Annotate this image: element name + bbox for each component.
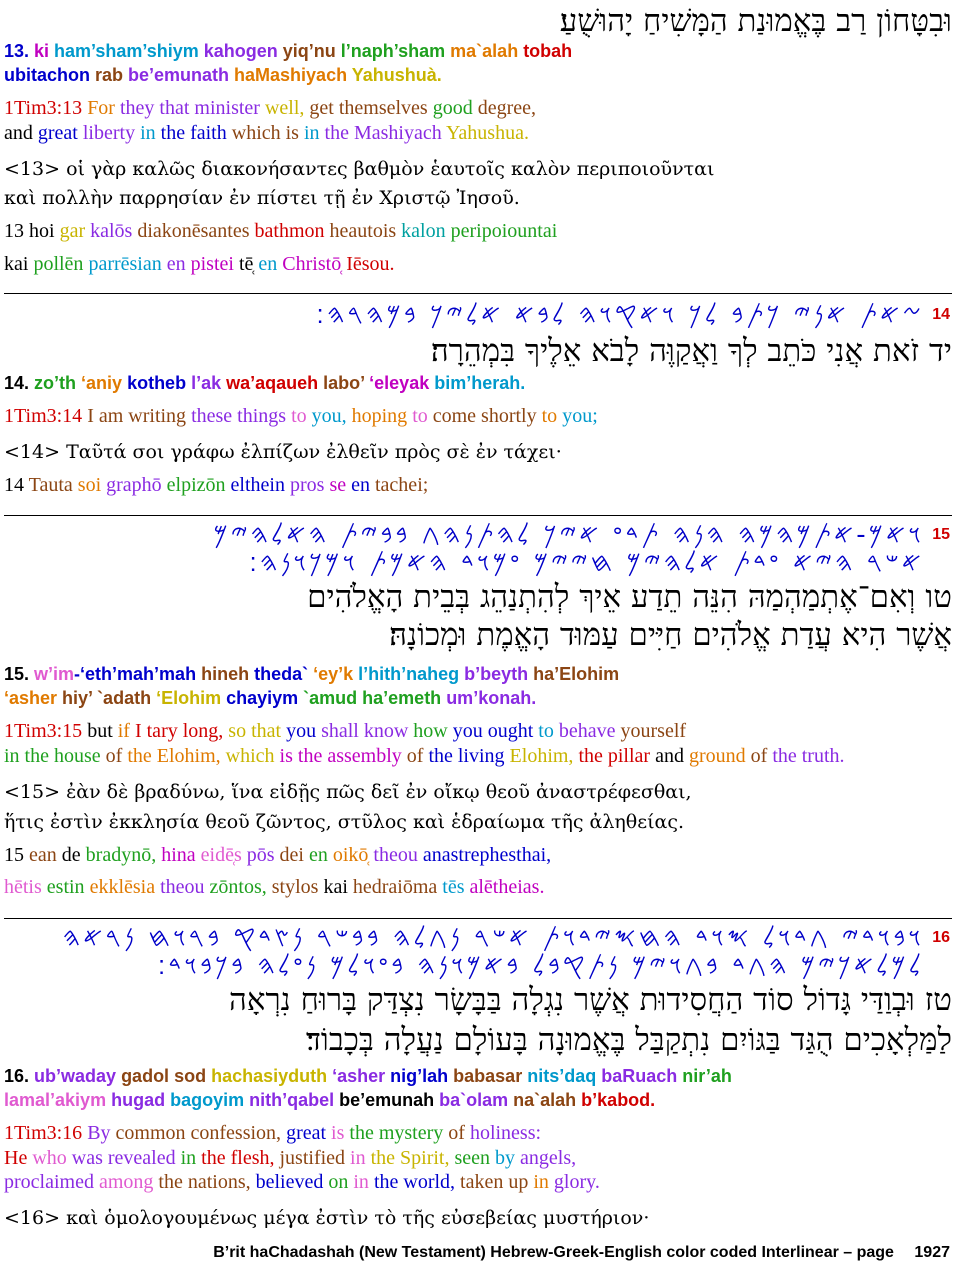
word: to	[536, 405, 558, 427]
word: ki	[34, 41, 50, 61]
word: tēs	[437, 876, 465, 898]
v16-transliteration-1	[4, 1067, 732, 1085]
v15-english-1	[4, 721, 686, 741]
word: stylos	[266, 876, 319, 898]
word: was revealed	[66, 1147, 176, 1169]
word: -‘eth’mah’mah	[74, 664, 197, 684]
word: tobah	[518, 41, 573, 61]
word: ἐκκλησία	[102, 811, 200, 833]
word: ‘asher	[327, 1066, 386, 1086]
word: hineh	[196, 664, 250, 684]
word: hedraiōma	[347, 876, 438, 898]
word: de	[56, 844, 81, 866]
word: ground	[683, 745, 746, 767]
word: ha’emeth	[357, 688, 442, 708]
word: the Mashiyach	[319, 122, 442, 144]
word: γὰρ	[84, 158, 127, 180]
word: you;	[557, 405, 598, 427]
word: en	[303, 844, 328, 866]
word: By	[82, 1122, 111, 1144]
word: τῆς	[544, 811, 584, 833]
word: Χριστῷ	[373, 187, 451, 209]
word: the living	[423, 745, 505, 767]
word: kalon	[396, 220, 446, 242]
word: shall know	[316, 720, 409, 742]
word: ekklēsia	[84, 876, 156, 898]
v15-transliteration-2	[4, 689, 536, 707]
word: so that	[223, 720, 282, 742]
word: taken up	[455, 1171, 529, 1193]
word: τάχει·	[497, 441, 562, 463]
word: b’kabod.	[576, 1090, 656, 1110]
word: 16.	[4, 1066, 35, 1086]
word: `adath	[92, 688, 152, 708]
word: καλῶς	[126, 158, 196, 180]
word: Elohim,	[504, 745, 574, 767]
v16-english-1	[4, 1123, 541, 1143]
word: tē̜	[233, 253, 254, 275]
word: lamal’akiym	[4, 1090, 107, 1110]
word: I tary long,	[129, 720, 224, 742]
word: ἐλθεῖν	[320, 441, 389, 463]
word: He	[4, 1147, 28, 1169]
word: μυστήριον·	[536, 1207, 650, 1229]
word: get themselves	[304, 97, 428, 119]
word: ἐν	[469, 441, 498, 463]
word: ἐστὶν	[309, 1207, 369, 1229]
word: en	[161, 253, 186, 275]
word: nits’daq	[522, 1066, 597, 1086]
word: <15>	[4, 781, 67, 803]
word: ἐὰν	[66, 781, 101, 803]
word: you,	[306, 405, 347, 427]
word: en	[346, 474, 370, 496]
word: graphō	[101, 474, 162, 496]
word: pros	[284, 474, 325, 496]
word: dei	[274, 844, 304, 866]
word: justified	[274, 1147, 346, 1169]
word: καὶ	[66, 1207, 99, 1229]
v13-greek-1	[4, 160, 714, 179]
word: I am writing	[82, 405, 187, 427]
v15-hebrew-1: טו וְאִם־אֶתְמַהְמַהּ הִנֵּה תֵדַע אֵיךְ לְהִתְנַהֵג בְּבֵית הָאֱלֹהִים	[307, 579, 952, 615]
word: zōntos,	[204, 876, 267, 898]
word: ‘aniy	[76, 373, 123, 393]
word: hoping	[346, 405, 408, 427]
word: soi	[72, 474, 102, 496]
word: Ταῦτά	[66, 441, 127, 463]
word: παρρησίαν	[113, 187, 224, 209]
word: and	[4, 122, 33, 144]
v16-greek-1	[4, 1209, 649, 1228]
word: the truth.	[767, 745, 845, 767]
word: rab	[90, 65, 124, 85]
word: be’emunah	[334, 1090, 435, 1110]
v13-english-2	[4, 123, 529, 143]
word: ham’sham’shiym	[49, 41, 199, 61]
word: ean	[29, 844, 57, 866]
word: 15	[4, 844, 29, 866]
word: pistei	[185, 253, 234, 275]
word: elthein	[225, 474, 285, 496]
word: in	[348, 1171, 369, 1193]
hebrew-line-top: וּבִטָּחוֹן רַב בֶּאֱמוּנַת הַמָּשִׁיחַ יָהוּשֻׁעַ׃	[559, 3, 952, 39]
word: hētis	[4, 876, 42, 898]
word: how	[408, 720, 448, 742]
word: theda`	[249, 664, 309, 684]
word: common confession,	[110, 1122, 282, 1144]
word: πῶς	[320, 781, 365, 803]
v14-verse-number: 14	[932, 306, 950, 323]
word: kotheb	[122, 373, 187, 393]
v15-paleo-hebrew-1: 𐤅𐤀𐤌-𐤀𐤕𐤌𐤄𐤌𐤄 𐤄𐤍𐤄 𐤕𐤃𐤏 𐤀𐤉𐤊 𐤋𐤄𐤕𐤍𐤄𐤂 𐤁𐤁𐤉𐤕 𐤄𐤀𐤋𐤄𐤉𐤌	[213, 520, 924, 550]
word: w’im	[34, 664, 75, 684]
word: Ἰησοῦ.	[450, 187, 520, 209]
word: in	[298, 122, 320, 144]
word: hoi	[29, 220, 55, 242]
word: on	[323, 1171, 349, 1193]
word: of	[100, 745, 123, 767]
word: to	[407, 405, 428, 427]
word: um’konah.	[441, 688, 537, 708]
word: and	[650, 745, 684, 767]
word: well,	[259, 97, 305, 119]
word: 1Tim3:14	[4, 405, 83, 427]
word: gadol	[116, 1066, 170, 1086]
word: hugad	[106, 1090, 166, 1110]
word: se	[324, 474, 347, 496]
word: 15.	[4, 664, 35, 684]
word: good	[427, 97, 473, 119]
word: great	[32, 122, 78, 144]
v15-verse-number: 15	[932, 526, 950, 543]
word: is the assembly	[274, 745, 402, 767]
word: Yahushua.	[441, 122, 529, 144]
v15-hebrew-2: אֲשֶׁר הִיא עֲדַת אֱלֹהִים חַיִּים עַמּוּד הָאֱמֶת וּמְכוֹנָהּ׃	[389, 617, 952, 653]
word: alētheias.	[464, 876, 545, 898]
word: baRuach	[596, 1066, 678, 1086]
word: διακονήσαντες	[195, 158, 348, 180]
v16-paleo-hebrew-2: 𐤋𐤌𐤋𐤀𐤊𐤉𐤌 𐤄𐤂𐤃 𐤁𐤂𐤅𐤉𐤌 𐤍𐤕𐤒𐤁𐤋 𐤁𐤀𐤌𐤅𐤍𐤄 𐤁𐤏𐤅𐤋𐤌 𐤍𐤏𐤋𐤄 𐤁𐤊𐤁𐤅𐤃׃	[157, 951, 924, 981]
word: hiy’	[57, 688, 93, 708]
word: ἀληθείας.	[583, 811, 685, 833]
word: great	[281, 1122, 327, 1144]
word: καλὸν	[504, 158, 571, 180]
word: ‘Elohim	[151, 688, 222, 708]
word: δὲ	[100, 781, 129, 803]
word: yourself	[615, 720, 687, 742]
v13-greek-2	[4, 189, 520, 208]
word: τὸ	[368, 1207, 397, 1229]
word: if	[112, 720, 130, 742]
word: καὶ	[4, 187, 37, 209]
word: the Spirit,	[365, 1147, 450, 1169]
word: δεῖ	[364, 781, 400, 803]
word: ἑδραίωμα	[445, 811, 545, 833]
word: bathmon	[249, 220, 325, 242]
word: sod	[169, 1066, 207, 1086]
word: the Elohim,	[122, 745, 221, 767]
word: is	[326, 1122, 345, 1144]
word: the pillar	[573, 745, 651, 767]
word: seen	[449, 1147, 491, 1169]
word: parrēsian	[83, 253, 162, 275]
word: εὐσεβείας	[434, 1207, 537, 1229]
v14-greek-transliteration	[4, 475, 428, 495]
word: ἀναστρέφεσθαι,	[529, 781, 692, 803]
word: ma`alah	[445, 41, 519, 61]
word: nig’lah	[385, 1066, 449, 1086]
word: σοι	[126, 441, 165, 463]
word: the world,	[368, 1171, 456, 1193]
word: ἐν	[223, 187, 251, 209]
word: peripoiountai	[445, 220, 558, 242]
word: in the house	[4, 745, 101, 767]
word: glory.	[548, 1171, 600, 1193]
word: γράφω	[164, 441, 235, 463]
word: kalōs	[85, 220, 133, 242]
word: in	[175, 1147, 197, 1169]
word: pōs	[241, 844, 275, 866]
word: of	[443, 1122, 465, 1144]
word: en	[253, 253, 278, 275]
word: <16>	[4, 1207, 67, 1229]
v13-transliteration-1	[4, 42, 572, 60]
word: come shortly	[427, 405, 537, 427]
word: you ought	[447, 720, 534, 742]
v16-transliteration-2	[4, 1091, 655, 1109]
word: kahogen	[198, 41, 278, 61]
v15-transliteration-1	[4, 665, 619, 683]
page-footer	[213, 1244, 950, 1262]
word: θεοῦ	[479, 781, 530, 803]
word: liberty	[77, 122, 136, 144]
word: zo’th	[34, 373, 77, 393]
word: hachasiyduth	[206, 1066, 328, 1086]
word: 14.	[4, 373, 35, 393]
word: ba`olam	[434, 1090, 509, 1110]
word: ubitachon	[4, 65, 90, 85]
v15-greek-transliteration-2	[4, 877, 544, 897]
word: to	[533, 720, 554, 742]
word: tachei;	[370, 474, 429, 496]
word: eidē̜s	[195, 844, 242, 866]
word: l’ak	[186, 373, 222, 393]
word: bradynō,	[80, 844, 157, 866]
word: of	[401, 745, 424, 767]
word: nith’qabel	[244, 1090, 335, 1110]
word: ἵνα	[225, 781, 264, 803]
word: anastrephesthai,	[417, 844, 552, 866]
v14-hebrew: יד זֹאת אֲנִי כֹּתֵב לְךָ וַאֲקַוֶּה לָבֹא אֵלֶיךָ בִּמְהֵרָה׃	[430, 333, 952, 369]
word: heautois	[324, 220, 397, 242]
word: who	[27, 1147, 67, 1169]
word: pollēn	[28, 253, 84, 275]
word: oikō̜	[327, 844, 369, 866]
word: they that minister	[114, 97, 260, 119]
word: estin	[41, 876, 85, 898]
word: For	[82, 97, 115, 119]
word: <13>	[4, 158, 67, 180]
word: θεοῦ	[199, 811, 250, 833]
v14-greek	[4, 443, 562, 462]
word: the mystery	[344, 1122, 444, 1144]
word: in	[135, 122, 156, 144]
word: believed	[250, 1171, 324, 1193]
word: ζῶντος,	[249, 811, 332, 833]
word: among	[93, 1171, 154, 1193]
word: Christō̜	[277, 253, 342, 275]
word: holiness:	[464, 1122, 542, 1144]
word: theou	[368, 844, 418, 866]
word: nir’ah	[677, 1066, 732, 1086]
v16-english-3	[4, 1172, 600, 1192]
word: l’hith’naheg	[353, 664, 460, 684]
v15-greek-transliteration-1	[4, 845, 551, 865]
word: ἥτις	[4, 811, 44, 833]
v16-hebrew-1: טז וּבְוַדַּי גָּדוֹל סוֹד הַחֲסִידוּת אֲשֶׁר נִגְלָה בַּבָּשָׂר נִצְדַּק בָּרוּחַ נִרְאָה	[229, 982, 952, 1018]
word: βαθμὸν	[347, 158, 425, 180]
word: which	[220, 745, 275, 767]
word: <14>	[4, 441, 67, 463]
word: ‘ey’k	[308, 664, 354, 684]
word: πίστει	[250, 187, 318, 209]
verse-separator	[4, 515, 952, 516]
v15-paleo-hebrew-2: 𐤀𐤔𐤓 𐤄𐤉𐤀 𐤏𐤃𐤕 𐤀𐤋𐤄𐤉𐤌 𐤇𐤉𐤉𐤌 𐤏𐤌𐤅𐤃 𐤄𐤀𐤌𐤕 𐤅𐤌𐤊𐤅𐤍𐤄׃	[249, 548, 924, 578]
word: but	[82, 720, 113, 742]
v14-paleo-hebrew: 𐤆𐤀𐤕 𐤀𐤍𐤉 𐤊𐤕𐤁 𐤋𐤊 𐤅𐤀𐤒𐤅𐤄 𐤋𐤁𐤀 𐤀𐤋𐤉𐤊 𐤁𐤌𐤄𐤓𐤄׃	[316, 300, 924, 330]
word: degree,	[472, 97, 537, 119]
v13-transliteration-2	[4, 66, 442, 84]
v13-greek-transliteration-2	[4, 254, 395, 274]
word: ‘eleyak	[364, 373, 430, 393]
word: σὲ	[440, 441, 470, 463]
v16-hebrew-2: לַמַּלְאָכִים הֻגַּד בַּגּוֹיִם נִתְקַבַּל בֶּאֱמוּנָה בָּעוֹלָם נַעֲלָה בְּכָבוֹד׃	[305, 1022, 952, 1058]
word: 13.	[4, 41, 35, 61]
word: elpizōn	[161, 474, 226, 496]
verse-separator	[4, 293, 952, 294]
v15-greek-1	[4, 783, 692, 802]
word: τῆς	[396, 1207, 435, 1229]
word: theou	[155, 876, 205, 898]
word: ἐν	[399, 781, 428, 803]
v16-paleo-hebrew-1: 𐤅𐤁𐤅𐤃𐤉 𐤂𐤃𐤅𐤋 𐤎𐤅𐤃 𐤄𐤇𐤎𐤉𐤃𐤅𐤕 𐤀𐤔𐤓 𐤍𐤂𐤋𐤄 𐤁𐤁𐤔𐤓 𐤍𐤑𐤃𐤒 𐤁𐤓𐤅𐤇 𐤍𐤓𐤀𐤄	[62, 923, 924, 953]
word: which is	[226, 122, 299, 144]
word: περιποιοῦνται	[570, 158, 715, 180]
v15-english-2	[4, 746, 845, 766]
word: proclaimed	[4, 1171, 94, 1193]
word: you	[281, 720, 317, 742]
word: ὁμολογουμένως	[98, 1207, 258, 1229]
word: the flesh,	[196, 1147, 275, 1169]
word: οἴκῳ	[427, 781, 480, 803]
v16-verse-number: 16	[932, 929, 950, 946]
word: πρὸς	[388, 441, 441, 463]
word: of	[745, 745, 768, 767]
word: πολλὴν	[36, 187, 114, 209]
word: l’naph’sham	[335, 41, 446, 61]
word: οἱ	[66, 158, 85, 180]
word: angels,	[515, 1147, 577, 1169]
word: yiq’nu	[277, 41, 336, 61]
word: ἐν	[345, 187, 374, 209]
word: ha’Elohim	[528, 664, 620, 684]
word: these things	[186, 405, 287, 427]
word: labo’	[318, 373, 365, 393]
word: καὶ	[406, 811, 446, 833]
word: 1Tim3:15	[4, 720, 83, 742]
v13-greek-transliteration-1	[4, 221, 557, 241]
word: behave	[553, 720, 616, 742]
word: the nations,	[153, 1171, 251, 1193]
word: in	[345, 1147, 366, 1169]
word: kai	[318, 876, 348, 898]
word: in	[528, 1171, 549, 1193]
word: Tauta	[28, 474, 73, 496]
word: τῇ	[317, 187, 346, 209]
v14-english	[4, 406, 598, 426]
word: wa’aqaueh	[221, 373, 319, 393]
word: Yahushuà.	[347, 65, 442, 85]
v14-transliteration	[4, 374, 525, 392]
footer-page-number: 1927	[914, 1244, 950, 1261]
footer-title: B’rit haChadashah (New Testament) Hebrew-Greek-English color coded Interlinear – page	[213, 1244, 894, 1261]
word: by	[490, 1147, 516, 1169]
word: βραδύνω,	[128, 781, 226, 803]
word: na`alah	[508, 1090, 577, 1110]
word: gar	[54, 220, 86, 242]
word: bim’herah.	[429, 373, 526, 393]
v15-greek-2	[4, 813, 684, 832]
word: ἑαυτοῖς	[424, 158, 505, 180]
word: μέγα	[257, 1207, 310, 1229]
word: haMashiyach	[229, 65, 348, 85]
word: εἰδῇς	[263, 781, 321, 803]
word: hina	[156, 844, 196, 866]
word: Iēsou.	[341, 253, 395, 275]
word: ἐστὶν	[44, 811, 103, 833]
word: ἐλπίζων	[234, 441, 321, 463]
word: be’emunath	[123, 65, 230, 85]
word: 1Tim3:16	[4, 1122, 83, 1144]
v13-english-1	[4, 98, 536, 118]
word: babasar	[448, 1066, 523, 1086]
word: ‘asher	[4, 688, 58, 708]
word: στῦλος	[331, 811, 407, 833]
word: kai	[4, 253, 29, 275]
word: to	[286, 405, 307, 427]
word: chayiym	[221, 688, 299, 708]
word: bagoyim	[165, 1090, 245, 1110]
v16-english-2	[4, 1148, 576, 1168]
word: the faith	[155, 122, 227, 144]
word: b’beyth	[459, 664, 529, 684]
word: 13	[4, 220, 29, 242]
word: 14	[4, 474, 29, 496]
verse-separator	[4, 918, 952, 919]
word: diakonēsantes	[132, 220, 250, 242]
word: ub’waday	[34, 1066, 117, 1086]
word: `amud	[298, 688, 358, 708]
word: 1Tim3:13	[4, 97, 83, 119]
